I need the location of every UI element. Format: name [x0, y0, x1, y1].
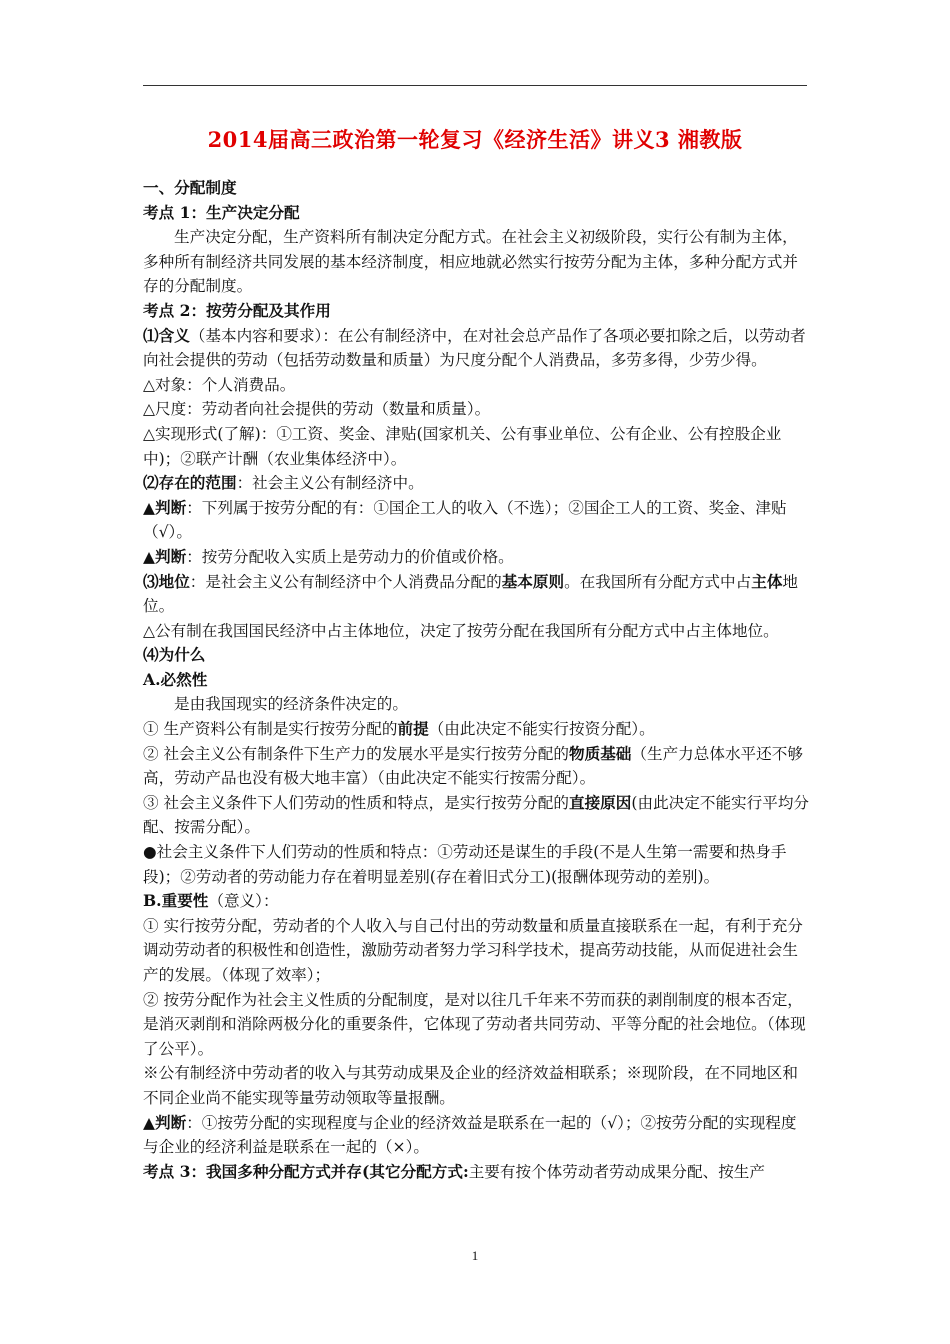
text: ① 生产资料公有制是实行按劳分配的	[143, 720, 398, 739]
page-number: 1	[471, 1248, 479, 1263]
bold-term: 物质基础	[569, 743, 632, 763]
bold-term: ▲判断	[143, 497, 187, 517]
paragraph: ●社会主义条件下人们劳动的性质和特点：①劳动还是谋生的手段(不是人生第一需要和热身手段)；②劳动者的劳动能力存在着明显差别(存在着旧式分工)(报酬体现劳动的差别)。	[143, 843, 787, 886]
sub-heading: ⑷为什么	[143, 645, 206, 665]
paragraph: △尺度：劳动者向社会提供的劳动（数量和质量）。	[143, 400, 491, 419]
bold-term: ▲判断	[143, 1112, 187, 1132]
bold-term: ▲判断	[143, 546, 187, 566]
paragraph	[143, 1160, 811, 1185]
paragraph: △实现形式(了解)：①工资、奖金、津贴(国家机关、公有事业单位、公有企业、公有控股企业中)；②联产计酬（农业集体经济中）。	[143, 424, 782, 468]
point-heading: 考点 1：生产决定分配	[143, 202, 300, 222]
sub-heading: A.必然性	[143, 669, 208, 689]
point-heading: 考点 2：按劳分配及其作用	[143, 300, 331, 320]
text: ③ 社会主义条件下人们劳动的性质和特点，是实行按劳分配的	[143, 793, 569, 812]
paragraph	[143, 471, 811, 496]
bold-term: 直接原因	[569, 792, 632, 812]
text: （由此决定不能实行按资分配）。	[428, 720, 655, 739]
paragraph: 生产决定分配，生产资料所有制决定分配方式。在社会主义初级阶段，实行公有制为主体，多种所有制经济共同发展的基本经济制度，相应地就必然实行按劳分配为主体，多种分配方式并存的分配制度。	[143, 228, 798, 296]
bold-term: 主体	[751, 571, 783, 591]
bold-term: B.重要性	[143, 891, 209, 911]
paragraph: ② 按劳分配作为社会主义性质的分配制度，是对以往几千年来不劳而获的剥削制度的根本否定，是消灭剥削和消除两极分化的重要条件，它体现了劳动者共同劳动、平等分配的社会地位。（体现了公平）。	[143, 990, 806, 1058]
paragraph: 是由我国现实的经济条件决定的。	[174, 695, 408, 714]
text: ：按劳分配收入实质上是劳动力的价值或价格。	[186, 547, 514, 566]
text: ：是社会主义公有制经济中个人消费品分配的	[189, 572, 502, 591]
bold-term: ⑶地位	[143, 571, 190, 591]
text: 主要有按个体劳动者劳动成果分配、按生产	[468, 1162, 765, 1181]
text: 。在我国所有分配方式中占	[564, 572, 752, 591]
document-title: 2014届高三政治第一轮复习《经济生活》讲义3 湘教版	[207, 127, 743, 152]
paragraph	[143, 717, 811, 742]
paragraph: ① 实行按劳分配，劳动者的个人收入与自己付出的劳动数量和质量直接联系在一起，有利于充分调动劳动者的积极性和创造性，激励劳动者努力学习科学技术，提高劳动技能，从而促进社会生产的发展。（体现了效率）；	[143, 916, 803, 984]
paragraph	[143, 742, 811, 791]
text: （基本内容和要求）：在公有制经济中，在对社会总产品作了各项必要扣除之后，以劳动者向社会提供的劳动（包括劳动数量和质量）为尺度分配个人消费品，多劳多得，少劳少得。	[143, 326, 806, 370]
section-heading: 一、分配制度	[143, 178, 237, 197]
paragraph: △公有制在我国国民经济中占主体地位，决定了按劳分配在我国所有分配方式中占主体地位。	[143, 621, 779, 640]
text: （生产力总体水平还不够高，劳动产品也没有极大地丰富）（由此决定不能实行按需分配）。	[143, 744, 803, 788]
text: 地位。	[143, 572, 799, 616]
bold-term: 考点 3：我国多种分配方式并存(其它分配方式:	[143, 1161, 469, 1181]
paragraph	[143, 791, 811, 840]
document-body	[143, 176, 811, 1184]
text: ：下列属于按劳分配的有：①国企工人的收入（不选）；②国企工人的工资、奖金、津贴（√）。	[143, 498, 787, 542]
paragraph: △对象：个人消费品。	[143, 375, 296, 394]
bold-term: 基本原则	[501, 571, 565, 591]
text: ：①按劳分配的实现程度与企业的经济效益是联系在一起的（√）；②按劳分配的实现程度与企业的经济利益是联系在一起的（×）。	[143, 1113, 797, 1157]
text: ：社会主义公有制经济中。	[236, 474, 424, 493]
text: （意义）：	[208, 892, 279, 911]
judgement	[143, 545, 811, 570]
bold-term: 前提	[397, 719, 429, 739]
bold-term: ⑵存在的范围	[143, 473, 237, 493]
paragraph	[143, 889, 811, 914]
paragraph	[143, 324, 811, 373]
judgement	[143, 1111, 811, 1160]
judgement	[143, 496, 811, 545]
bold-term: ⑴含义	[143, 325, 190, 345]
header-rule	[143, 85, 807, 86]
text: ② 社会主义公有制条件下生产力的发展水平是实行按劳分配的	[143, 744, 569, 763]
text: (由此决定不能实行平均分配、按需分配）。	[143, 793, 810, 837]
paragraph: ※公有制经济中劳动者的收入与其劳动成果及企业的经济效益相联系；※现阶段，在不同地区和不同企业尚不能实现等量劳动领取等量报酬。	[143, 1064, 798, 1107]
paragraph	[143, 570, 811, 619]
